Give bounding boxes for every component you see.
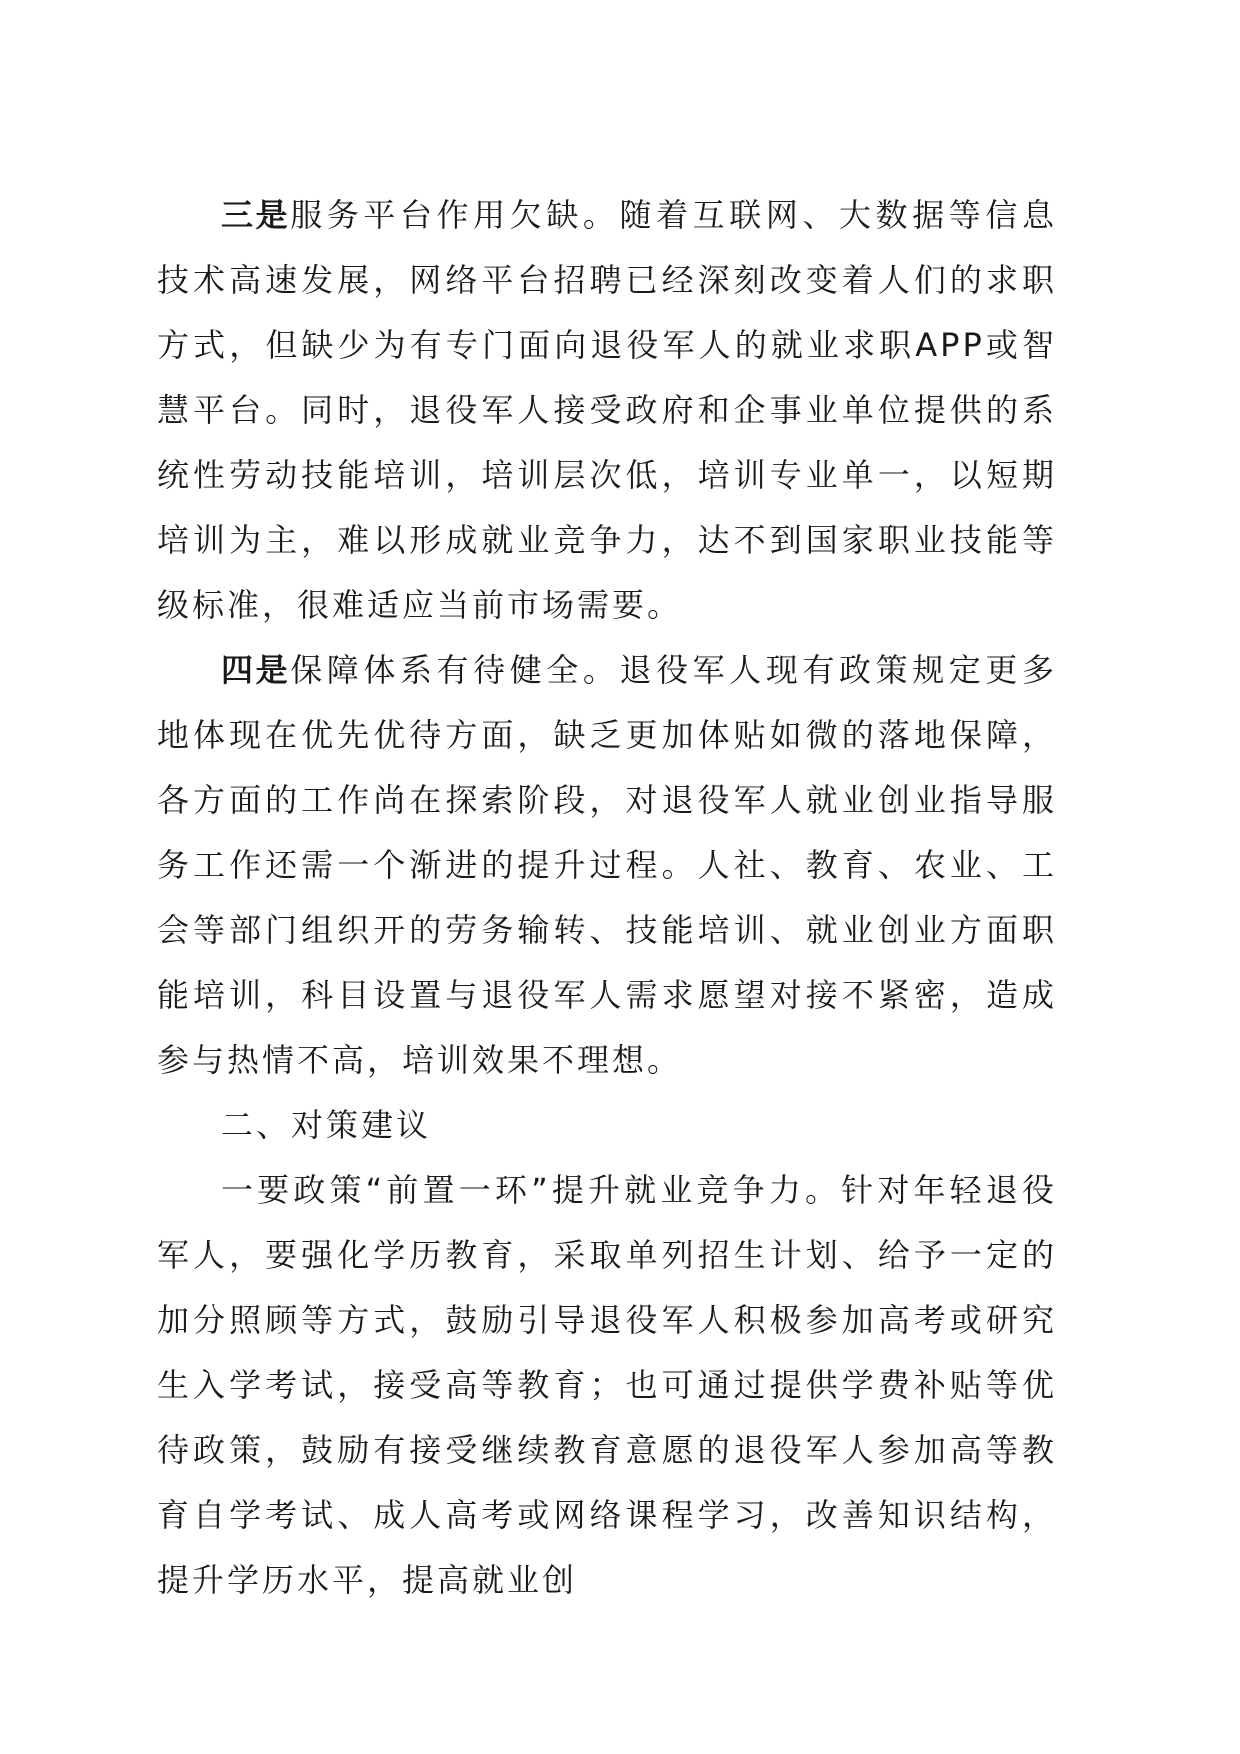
paragraph-four	[157, 638, 1057, 1093]
paragraph-text: 服务平台作用欠缺。随着互联网、大数据等信息技术高速发展，网络平台招聘已经深刻改变着人们的求职方式，但缺少为有专门面向退役军人的就业求职APP或智慧平台。同时，退役军人接受政府和企事业单位提供的系统性劳动技能培训，培训层次低，培训专业单一，以短期培训为主，难以形成就业竞争力，达不到国家职业技能等级标准，很难适应当前市场需要。	[157, 196, 1057, 624]
section-heading: 二、对策建议	[221, 1106, 432, 1144]
paragraph-lead: 三是	[221, 196, 291, 234]
paragraph-lead: 四是	[221, 651, 291, 689]
paragraph-policy: 一要政策“前置一环”提升就业竞争力。针对年轻退役军人，要强化学历教育，采取单列招生计划、给予一定的加分照顾等方式，鼓励引导退役军人积极参加高考或研究生入学考试，接受高等教育；也可通过提供学费补贴等优待政策，鼓励有接受继续教育意愿的退役军人参加高等教育自学考试、成人高考或网络课程学习，改善知识结构，提升学历水平，提高就业创	[157, 1171, 1057, 1599]
paragraph-text: 保障体系有待健全。退役军人现有政策规定更多地体现在优先优待方面，缺乏更加体贴如微的落地保障，各方面的工作尚在探索阶段，对退役军人就业创业指导服务工作还需一个渐进的提升过程。人社、教育、农业、工会等部门组织开的劳务输转、技能培训、就业创业方面职能培训，科目设置与退役军人需求愿望对接不紧密，造成参与热情不高，培训效果不理想。	[157, 651, 1057, 1079]
paragraph-three	[157, 183, 1057, 638]
document-body	[157, 183, 1057, 1613]
